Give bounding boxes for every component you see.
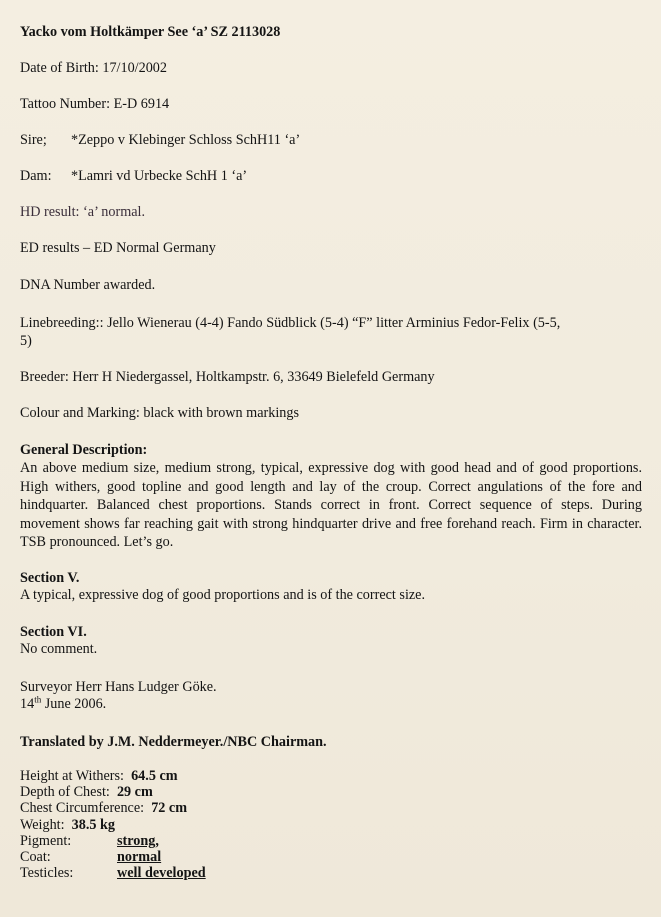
- trait-row: [20, 849, 187, 865]
- hd-result: HD result: ‘a’ normal.: [20, 204, 146, 220]
- trait-row: [20, 833, 187, 849]
- general-description-heading: General Description:: [20, 442, 148, 458]
- measurement-label: Depth of Chest:: [20, 784, 110, 801]
- measurements-table: [20, 768, 206, 882]
- breeder: Breeder: Herr H Niedergassel, Holtkampstr. 6, 33649 Bielefeld Germany: [20, 369, 435, 385]
- trait-value: well developed: [117, 865, 206, 882]
- linebreeding-line-1: Linebreeding:: Jello Wienerau (4-4) Fando Südblick (5-4) “F” litter Arminius Fedor-Felix (5-5,: [20, 315, 561, 331]
- surveyor-name: Surveyor Herr Hans Ludger Göke.: [20, 679, 217, 695]
- measurement-row: [20, 800, 187, 816]
- survey-date: [20, 695, 106, 713]
- sire-value: *Zeppo v Klebinger Schloss SchH11 ‘a’: [71, 132, 301, 148]
- dog-name-title: Yacko vom Holtkämper See ‘a’ SZ 2113028: [20, 24, 281, 40]
- trait-label: Pigment:: [20, 832, 72, 849]
- translated-by: Translated by J.M. Neddermeyer./NBC Chairman.: [20, 734, 327, 750]
- sire-line: [20, 131, 301, 149]
- ed-results: ED results – ED Normal Germany: [20, 240, 216, 256]
- measurement-label: Chest Circumference:: [20, 800, 145, 817]
- section-v-heading: Section V.: [20, 570, 80, 586]
- survey-date-suffix: th: [34, 694, 42, 705]
- section-v-text: A typical, expressive dog of good proportions and is of the correct size.: [20, 587, 426, 603]
- dam-line: [20, 167, 248, 185]
- tattoo-number: Tattoo Number: E-D 6914: [20, 96, 170, 112]
- measurement-value: 29 cm: [116, 784, 153, 801]
- measurement-row: [20, 784, 187, 800]
- trait-value: normal: [117, 848, 162, 865]
- dam-label: Dam:: [20, 168, 52, 184]
- survey-date-day: 14: [20, 696, 35, 712]
- measurement-label: Weight:: [20, 816, 65, 833]
- measurement-label: Height at Withers:: [20, 768, 124, 784]
- dna-number: DNA Number awarded.: [20, 277, 156, 293]
- trait-label: Testicles:: [20, 865, 74, 882]
- survey-date-rest: June 2006.: [41, 696, 107, 712]
- measurement-value: 38.5 kg: [71, 816, 116, 833]
- measurement-value: 64.5 cm: [131, 768, 178, 784]
- section-vi-text: No comment.: [20, 641, 98, 657]
- general-description-text: An above medium size, medium strong, typical, expressive dog with good head and of good proportions. High withers, good topline and good length and lay of the croup. Correct angulations of the fore and hindquarter. Balanced chest proportions. Stands correct in front. Correct sequence of steps. During movement shows far reaching gait with strong hindquarter drive and free forehand reach. Firm in character. TSB pronounced. Let’s go.: [20, 460, 642, 550]
- measurement-row: [20, 817, 187, 833]
- linebreeding-line-2: 5): [20, 333, 32, 349]
- colour-marking: Colour and Marking: black with brown markings: [20, 405, 299, 421]
- dam-value: *Lamri vd Urbecke SchH 1 ‘a’: [71, 168, 248, 184]
- section-vi-heading: Section VI.: [20, 624, 87, 640]
- measurement-value: 72 cm: [151, 800, 188, 817]
- trait-value: strong,: [117, 832, 159, 849]
- trait-row: [20, 865, 206, 882]
- date-of-birth: Date of Birth: 17/10/2002: [20, 60, 167, 76]
- measurement-row: [20, 768, 187, 784]
- trait-label: Coat:: [20, 848, 51, 865]
- sire-label: Sire;: [20, 132, 47, 148]
